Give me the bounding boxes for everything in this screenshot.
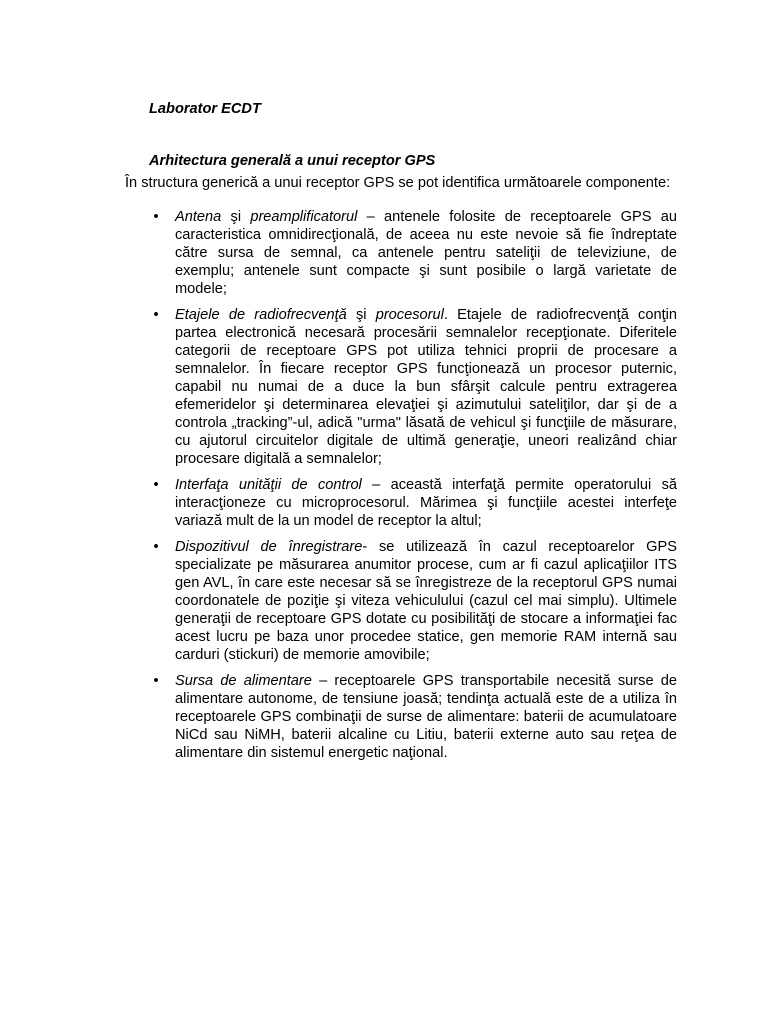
list-item-text xyxy=(175,208,677,298)
bullet-icon: • xyxy=(153,539,159,555)
connector: şi xyxy=(346,307,376,323)
list-item-rf-stages xyxy=(0,306,677,468)
bullet-icon: • xyxy=(153,307,159,323)
term: Interfaţa unităţii de control xyxy=(175,477,362,493)
term: Dispozitivul de înregistrare xyxy=(175,539,363,555)
list-item-control-interface xyxy=(0,476,677,530)
description: - se utilizează în cazul receptoarelor GPS specializate pe măsurarea anumitor procese, cum ar fi cazul aplicaţiilor ITS gen AVL, în care este necesar să se înregistreze de la receptorul GPS numai coordonatele de poziţie şi viteza vehiculului (cazul cel mai simplu). Ultimele generaţii de receptoare GPS dotate cu posibilităţi de stocare a informaţiei fac acest lucru pe baza unor procedee statice, gen memorie RAM internă sau carduri (stickuri) de memorie amovibile; xyxy=(175,539,677,663)
list-item-antenna xyxy=(0,208,677,298)
description: . Etajele de radiofrecvenţă conţin partea electronică necesară procesării semnalelor recepţionate. Diferitele categorii de receptoare GPS pot utiliza tehnici proprii de procesare a semnalelor. În fiecare receptor GPS funcţionează un procesor puternic, capabil nu numai de a duce la bun sfârşit calcule pentru extragerea efemeridelor şi determinarea elevaţiei şi azimutului sateliţilor, dar şi de a controla „tracking”-ul, adică "urma" lăsată de vehicul şi funcţiile de măsurare, cu ajutorul circuitelor digitale de ultimă generaţie, uneori realizând chiar procesare digitală a semnalelor; xyxy=(175,307,677,467)
description: – receptoarele GPS transportabile necesită surse de alimentare autonome, de tensiune joasă; tendinţa actuală este de a utiliza în receptoarele GPS combinaţii de surse de alimentare: baterii de acumulatoare NiCd sau NiMH, baterii alcaline cu Litiu, baterii externe auto sau reţea de alimentare din sistemul energetic naţional. xyxy=(175,673,677,761)
list-item-power-supply xyxy=(0,672,677,762)
section-title: Arhitectura generală a unui receptor GPS xyxy=(149,153,436,169)
bullet-icon: • xyxy=(153,209,159,225)
list-item-text xyxy=(175,538,677,664)
bullet-icon: • xyxy=(153,477,159,493)
bullet-icon: • xyxy=(153,673,159,689)
term: Etajele de radiofrecvenţă xyxy=(175,307,347,323)
description: – antenele folosite de receptoarele GPS au caracteristica omnidirecţională, de aceea nu este nevoie să fie îndreptate către sursa de semnal, ca antenele pentru sateliţii de televiziune, de exemplu; antenele sunt compacte şi sunt posibile o largă varietate de modele; xyxy=(175,209,677,297)
list-item-recording-device xyxy=(0,538,677,664)
components-list xyxy=(0,208,768,770)
list-item-text xyxy=(175,672,677,762)
connector: şi xyxy=(221,209,251,225)
term: Sursa de alimentare xyxy=(175,673,312,689)
lab-title: Laborator ECDT xyxy=(149,101,261,117)
term: procesorul xyxy=(375,307,444,323)
list-item-text xyxy=(175,476,677,530)
term: Antena xyxy=(175,209,222,225)
term: preamplificatorul xyxy=(250,209,358,225)
description: – această interfaţă permite operatorului să interacţioneze cu microprocesorul. Mărimea şi funcţiile acestei interfeţe variază mult de la un model de receptor la altul; xyxy=(175,477,677,529)
list-item-text xyxy=(175,306,677,468)
intro-paragraph: În structura generică a unui receptor GPS se pot identifica următoarele componente: xyxy=(125,175,671,191)
